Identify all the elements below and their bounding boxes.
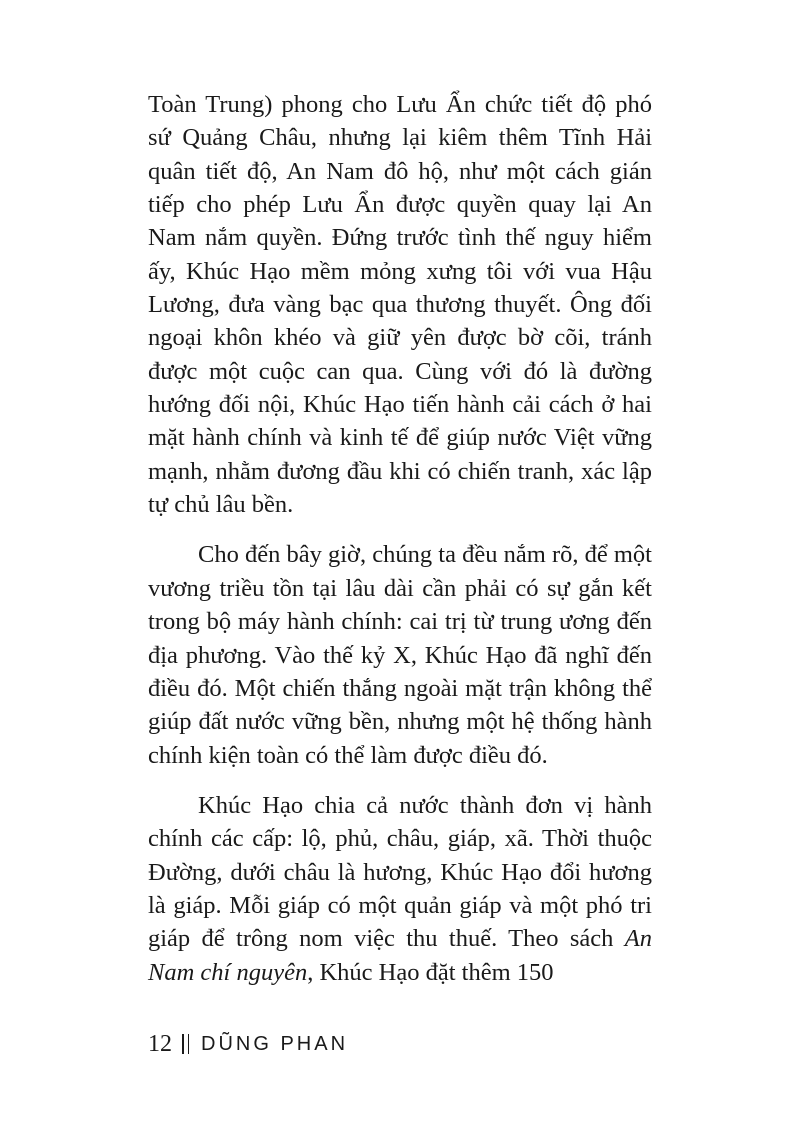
paragraph-3-text-end: , Khúc Hạo đặt thêm 150 bbox=[307, 958, 554, 986]
body-text bbox=[148, 88, 652, 989]
paragraph-1-text: Toàn Trung) phong cho Lưu Ẩn chức tiết độ phó sứ Quảng Châu, nhưng lại kiêm thêm Tĩnh Hải quân tiết độ, An Nam đô hộ, như một cách gián tiếp cho phép Lưu Ẩn được quyền quay lại An Nam nắm quyền. Đứng trước tình thế nguy hiểm ấy, Khúc Hạo mềm mỏng xưng tôi với vua Hậu Lương, đưa vàng bạc qua thương thuyết. Ông đối ngoại khôn khéo và giữ yên được bờ cõi, tránh được một cuộc can qua. Cùng với đó là đường hướng đối nội, Khúc Hạo tiến hành cải cách ở hai mặt hành chính và kinh tế để giúp nước Việt vững mạnh, nhằm đương đầu khi có chiến tranh, xác lập tự chủ lâu bền. bbox=[148, 91, 652, 519]
page-number: 12 bbox=[148, 1030, 172, 1057]
paragraph-3-text: Khúc Hạo chia cả nước thành đơn vị hành chính các cấp: lộ, phủ, châu, giáp, xã. Thời thuộc Đường, dưới châu là hương, Khúc Hạo đổi hương là giáp. Mỗi giáp có một quản giáp và một phó tri giáp để trông nom việc thu thuế. Theo sách bbox=[148, 791, 652, 953]
separator-bar bbox=[182, 1034, 184, 1054]
paragraph-1 bbox=[148, 88, 652, 521]
paragraph-2 bbox=[148, 538, 652, 771]
page-footer bbox=[148, 1028, 348, 1060]
footer-separator bbox=[182, 1034, 189, 1054]
book-title-italic: An Nam chí nguyên bbox=[148, 925, 652, 986]
paragraph-2-text: Cho đến bây giờ, chúng ta đều nắm rõ, để một vương triều tồn tại lâu dài cần phải có sự gắn kết trong bộ máy hành chính: cai trị từ trung ương đến địa phương. Vào thế kỷ X, Khúc Hạo đã nghĩ đến điều đó. Một chiến thắng ngoài mặt trận không thể giúp đất nước vững bền, nhưng một hệ thống hành chính kiện toàn có thể làm được điều đó. bbox=[148, 541, 652, 769]
paragraph-3 bbox=[148, 789, 652, 989]
separator-bar bbox=[188, 1034, 190, 1054]
author-name: DŨNG PHAN bbox=[201, 1032, 349, 1055]
